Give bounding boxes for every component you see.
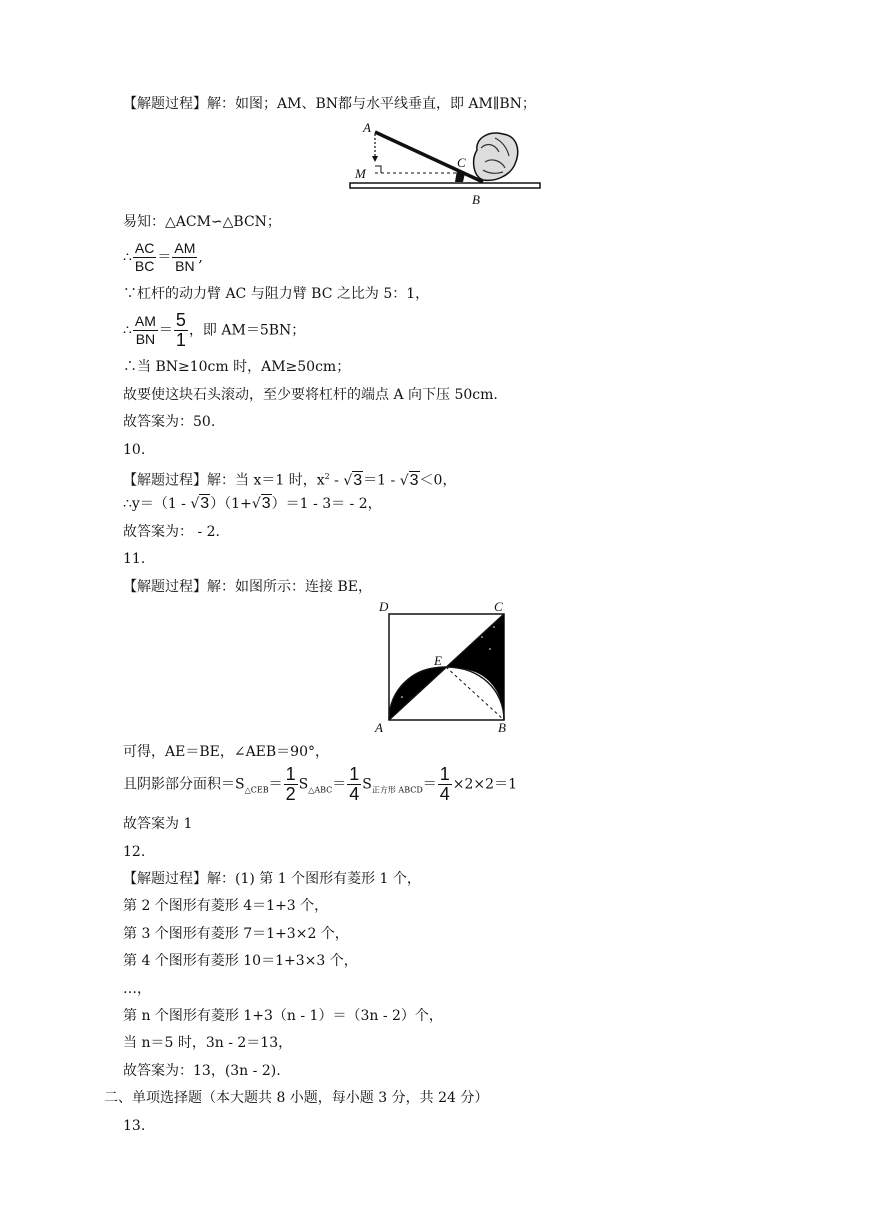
q9-ratio-line: ∴ $\frac{AC}{BC}$ ＝ $\frac{AM}{BN}$ , <box>123 240 203 274</box>
q12-line7: 当 n＝5 时，3n - 2＝13， <box>123 1035 293 1051</box>
q9-ratio-line-2: ∴ $\frac{AM}{BN}$ ＝ $\frac{5}{1}$ ，即 AM＝5BN； <box>123 310 306 350</box>
q9-line4: ∵杠杆的动力臂 AC 与阻力臂 BC 之比为 5：1， <box>123 286 430 302</box>
sqrt-3: √3 <box>343 471 363 489</box>
q11-line2: 可得，AE＝BE，∠AEB＝90°， <box>123 744 330 760</box>
q10-line1: 【解题过程】解：当 x＝1 时，$x^2 - √3=1 - √3<0$， <box>123 471 457 489</box>
label-A: A <box>363 120 371 135</box>
q12-line8: 故答案为：13，(3n - 2). <box>123 1063 281 1079</box>
label-M: M <box>355 166 366 181</box>
label-D: D <box>379 599 389 614</box>
q9-line8: 故答案为：50. <box>123 414 216 430</box>
q12-line5: …， <box>123 981 151 997</box>
fraction-am-bn-2: $\frac{AM}{BN}$ <box>134 313 156 347</box>
fraction-5-1: $\frac{5}{1}$ <box>175 310 186 350</box>
sqrt-3: √3 <box>190 495 210 512</box>
label-E: E <box>434 653 442 668</box>
q10-number: 10. <box>123 442 146 458</box>
section-heading: 二、单项选择题（本大题共 8 小题，每小题 3 分，共 24 分） <box>104 1090 489 1106</box>
fraction-am-bn: $\frac{AM}{BN}$ <box>174 240 196 274</box>
fraction-1-4-b: $\frac{1}{4}$ <box>439 764 450 804</box>
q9-line2: 易知：△ACM∽△BCN； <box>123 214 281 230</box>
q12-line2: 第 2 个图形有菱形 4＝1+3 个， <box>123 898 329 914</box>
lever-figure <box>345 118 545 210</box>
sqrt-3: √3 <box>251 495 271 512</box>
q9-line7: 故要使这块石头滚动，至少要将杠杆的端点 A 向下压 50cm. <box>123 387 498 403</box>
square-figure <box>372 597 512 737</box>
label-B: B <box>472 192 480 207</box>
label-C: C <box>457 155 466 170</box>
label-C: C <box>494 599 503 614</box>
q9-line6: ∴当 BN≥10cm 时，AM≥50cm； <box>123 359 351 375</box>
q11-line4: 故答案为 1 <box>123 816 193 832</box>
q11-number: 11. <box>123 551 146 567</box>
label-A: A <box>375 720 383 735</box>
q10-line2: ∴y＝（1 - √3）（1+√3）＝1 - 3＝ - 2， <box>123 495 382 512</box>
q12-line3: 第 3 个图形有菱形 7＝1+3×2 个， <box>123 926 349 942</box>
lever-bar <box>375 132 483 182</box>
label-B: B <box>498 720 506 735</box>
q9-line1: 【解题过程】解：如图；AM、BN都与水平线垂直，即 AM∥BN； <box>123 96 536 112</box>
q12-line4: 第 4 个图形有菱形 10＝1+3×3 个， <box>123 953 358 969</box>
q11-area-line: 且阴影部分面积$=S_{\triangle CEB}=$ $\frac{1}{2}$ $S_{\triangle ABC}=$ $\frac{1}{4}$ $S_{正方形 ABCD}=$ $\frac{1}{4}$ ×2×2＝1 <box>123 764 517 804</box>
fraction-1-2: $\frac{1}{2}$ <box>285 764 296 804</box>
q11-line1: 【解题过程】解：如图所示：连接 BE， <box>123 579 372 595</box>
sqrt-3: √3 <box>399 471 419 489</box>
q13-number: 13. <box>123 1118 146 1134</box>
ground-bar <box>350 183 540 188</box>
fraction-ac-bc: $\frac{AC}{BC}$ <box>134 240 155 274</box>
q12-number: 12. <box>123 844 146 860</box>
q10-line3: 故答案为： - 2. <box>123 524 220 540</box>
q12-line1: 【解题过程】解：(1) 第 1 个图形有菱形 1 个， <box>123 871 421 887</box>
fraction-1-4: $\frac{1}{4}$ <box>349 764 360 804</box>
q12-line6: 第 n 个图形有菱形 1+3（n - 1）＝（3n - 2）个， <box>123 1008 443 1024</box>
